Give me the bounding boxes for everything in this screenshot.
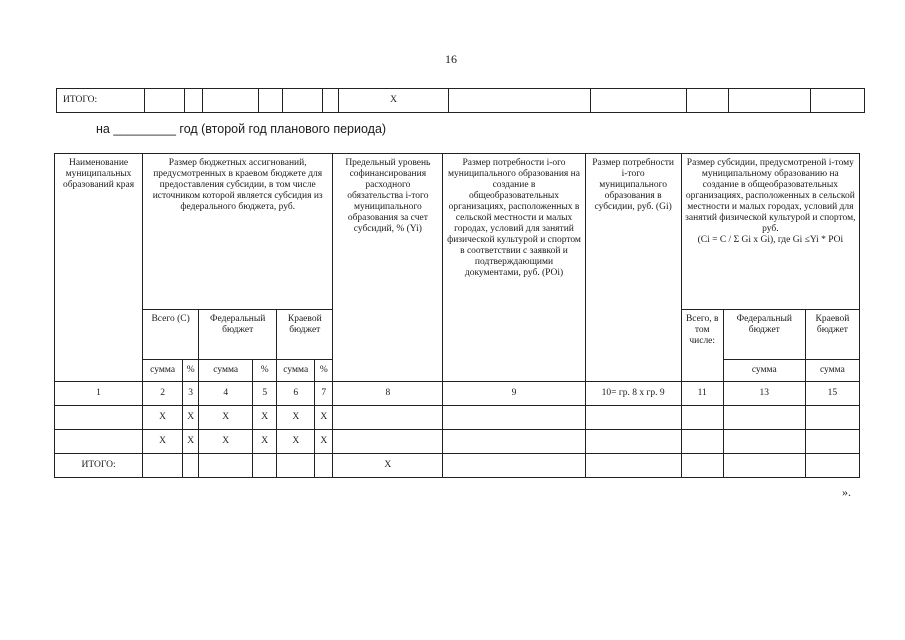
table-row [55, 406, 860, 430]
col-number: 7 [315, 382, 333, 406]
period-prefix: на [96, 122, 110, 136]
x-mark: X [253, 430, 277, 454]
page-number: 16 [445, 52, 457, 66]
col-number: 13 [723, 382, 805, 406]
x-mark: X [199, 430, 253, 454]
table-row [57, 89, 865, 113]
numbering-row [55, 382, 860, 406]
period-blank: _________ [113, 122, 176, 136]
subheader-federal-2: Федеральный бюджет [723, 310, 805, 360]
period-line [96, 122, 386, 136]
subheader-regional: Краевой бюджет [277, 310, 333, 360]
col-number: 1 [55, 382, 143, 406]
unit-summa: сумма [199, 360, 253, 382]
header-subsidy [681, 154, 859, 310]
closing-quote: ». [842, 485, 851, 499]
x-mark: X [183, 430, 199, 454]
unit-summa: сумма [277, 360, 315, 382]
header-need-gi: Размер потребности i-того муниципального образования в субсидии, руб. (Gi) [585, 154, 681, 382]
previous-period-total-table [56, 88, 865, 113]
unit-percent: % [315, 360, 333, 382]
col-number: 11 [681, 382, 723, 406]
header-need: Размер потребности i-ого муниципального образования на создание в общеобразовательных организациях, расположенных в сельской местности и малых городах, условий для занятий физической культурой и спортом в соответствии с заявкой и подтверждающими документами, руб. (POi) [443, 154, 585, 382]
x-mark: X [315, 430, 333, 454]
period-suffix: год (второй год планового периода) [179, 122, 387, 136]
subheader-federal: Федеральный бюджет [199, 310, 277, 360]
x-mark: X [315, 406, 333, 430]
col-number: 2 [143, 382, 183, 406]
x-mark: X [333, 454, 443, 478]
col-number: 8 [333, 382, 443, 406]
table-row [55, 430, 860, 454]
header-budget-allocations: Размер бюджетных ассигнований, предусмотренных в краевом бюджете для предоставления субсидии, в том числе источником которой является субсидия из федерального бюджета, руб. [143, 154, 333, 310]
header-subsidy-formula: (Ci = C / Σ Gi x Gi), где Gi ≤Yi * POi [697, 235, 844, 245]
subsidy-table [54, 153, 860, 478]
header-municipality: Наименование муниципальных образований края [55, 154, 143, 382]
total-label: ИТОГО: [57, 89, 145, 113]
x-mark: X [143, 406, 183, 430]
x-mark: X [199, 406, 253, 430]
col-number: 6 [277, 382, 315, 406]
unit-summa: сумма [143, 360, 183, 382]
header-row [55, 154, 860, 310]
unit-summa: сумма [723, 360, 805, 382]
x-mark: X [183, 406, 199, 430]
subheader-total-c: Всего (С) [143, 310, 199, 360]
subheader-total-incl: Всего, в том числе: [681, 310, 723, 382]
header-subsidy-text: Размер субсидии, предусмотреной i-тому муниципальному образованию на создание в общеобразовательных организациях, расположенных в сельской местности и малых городах, условий для занятий физической культурой и спортом, руб. [685, 158, 856, 234]
total-label: ИТОГО: [55, 454, 143, 478]
col-number: 4 [199, 382, 253, 406]
col-number: 15 [805, 382, 859, 406]
x-mark: X [143, 430, 183, 454]
col-number: 10= гр. 8 х гр. 9 [585, 382, 681, 406]
unit-percent: % [183, 360, 199, 382]
x-mark: X [277, 406, 315, 430]
unit-percent: % [253, 360, 277, 382]
x-mark: X [253, 406, 277, 430]
col-number: 9 [443, 382, 585, 406]
x-mark: X [277, 430, 315, 454]
unit-summa: сумма [805, 360, 859, 382]
subheader-regional-2: Краевой бюджет [805, 310, 859, 360]
header-cofinancing-level: Предельный уровень софинансирования расходного обязательства i-того муниципального образования за счет субсидий, % (Yi) [333, 154, 443, 382]
x-mark: X [339, 89, 449, 113]
total-row [55, 454, 860, 478]
col-number: 3 [183, 382, 199, 406]
col-number: 5 [253, 382, 277, 406]
